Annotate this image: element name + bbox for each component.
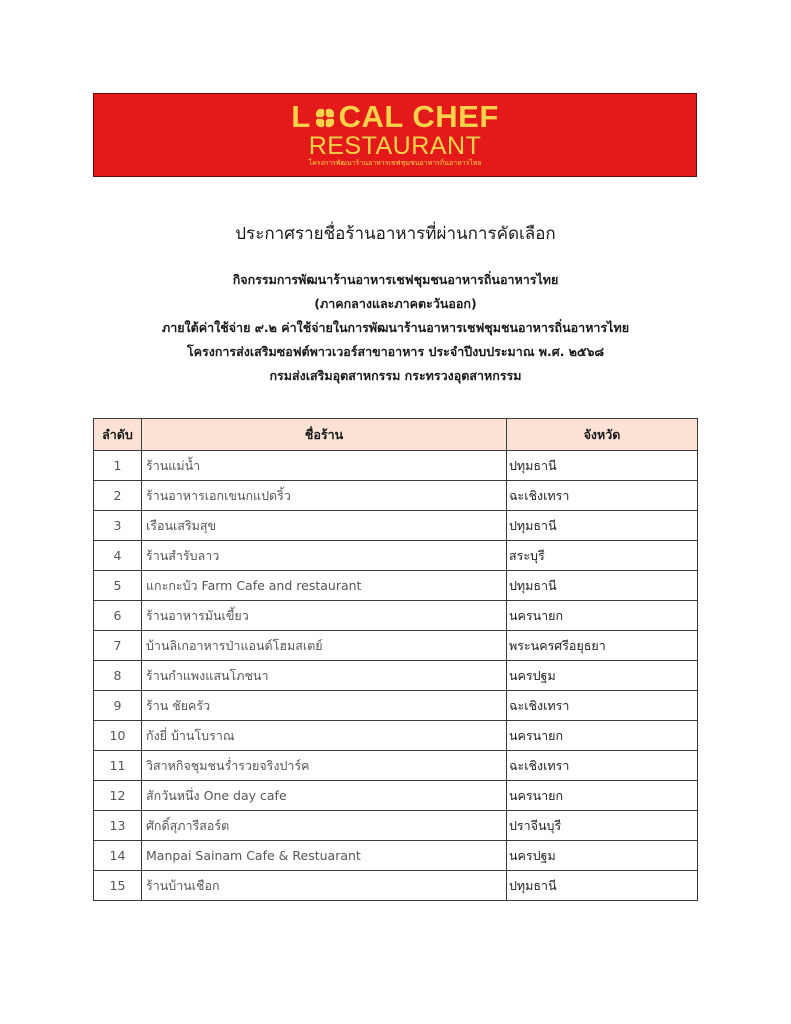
subtitle-line: กรมส่งเสริมอุตสาหกรรม กระทรวงอุตสาหกรรม [269,368,522,383]
row-restaurant-name: ร้านอาหารเอกเขนกแปดริ้ว [142,481,507,511]
logo-restaurant: RESTAURANT [308,132,482,160]
table-row [94,751,698,781]
row-number: 12 [94,781,142,811]
table-row [94,841,698,871]
row-restaurant-name: ร้านกำแพงแสนโภชนา [142,661,507,691]
row-number: 9 [94,691,142,721]
row-province: ปทุมธานี [507,451,698,481]
page-title: ประกาศรายชื่อร้านอาหารที่ผ่านการคัดเลือก [235,224,556,244]
row-number: 11 [94,751,142,781]
banner [93,93,697,177]
restaurant-table [93,418,698,901]
row-restaurant-name: ร้านแม่น้ำ [142,451,507,481]
row-province: ฉะเชิงเทรา [507,751,698,781]
row-number: 3 [94,511,142,541]
logo-right: CAL CHEF [338,99,499,134]
row-province: ฉะเชิงเทรา [507,691,698,721]
flower-icon [313,106,337,130]
subtitle-line: โครงการส่งเสริมซอฟต์พาวเวอร์สาขาอาหาร ประจำปีงบประมาณ พ.ศ. ๒๕๖๘ [186,344,605,359]
table-row [94,691,698,721]
row-number: 7 [94,631,142,661]
subtitle-line: กิจกรรมการพัฒนาร้านอาหารเชฟชุมชนอาหารถิ่นอาหารไทย [232,272,559,287]
header-province: จังหวัด [507,419,698,451]
header-restaurant-name: ชื่อร้าน [142,419,507,451]
row-restaurant-name: ร้านสำรับลาว [142,541,507,571]
logo-subtitle: โครงการพัฒนาร้านอาหารเชฟชุมชนอาหารถิ่นอาหารไทย [308,159,482,167]
row-number: 14 [94,841,142,871]
row-restaurant-name: ร้าน ชัยครัว [142,691,507,721]
logo-title [94,100,696,134]
row-province: ปทุมธานี [507,871,698,901]
table-row [94,541,698,571]
row-province: ฉะเชิงเทรา [507,481,698,511]
table-row [94,661,698,691]
row-province: นครนายก [507,781,698,811]
subtitle-line: (ภาคกลางและภาคตะวันออก) [314,296,477,311]
row-number: 5 [94,571,142,601]
table-row [94,601,698,631]
table-row [94,481,698,511]
row-restaurant-name: ร้านบ้านเชือก [142,871,507,901]
row-number: 2 [94,481,142,511]
row-province: นครปฐม [507,841,698,871]
row-province: ปราจีนบุรี [507,811,698,841]
row-number: 8 [94,661,142,691]
row-restaurant-name: ศักดิ์สุภารีสอร์ต [142,811,507,841]
table-row [94,451,698,481]
table-row [94,511,698,541]
row-restaurant-name: แกะกะบัว Farm Cafe and restaurant [142,571,507,601]
row-restaurant-name: กังยี่ บ้านโบราณ [142,721,507,751]
row-province: ปทุมธานี [507,511,698,541]
row-restaurant-name: วิสาหกิจชุมชนร่ำรวยจริงปาร์ค [142,751,507,781]
row-number: 13 [94,811,142,841]
row-restaurant-name: Manpai Sainam Cafe & Restuarant [142,841,507,871]
row-province: ปทุมธานี [507,571,698,601]
subtitle-block [0,268,791,388]
table-row [94,781,698,811]
logo-left: L [291,99,311,134]
row-number: 15 [94,871,142,901]
row-number: 10 [94,721,142,751]
row-province: พระนครศรีอยุธยา [507,631,698,661]
row-province: สระบุรี [507,541,698,571]
table-row [94,811,698,841]
table-header-row [94,419,698,451]
row-number: 6 [94,601,142,631]
row-restaurant-name: บ้านลิเกอาหารป่าแอนด์โฮมสเตย์ [142,631,507,661]
table-row [94,721,698,751]
subtitle-line: ภายใต้ค่าใช้จ่าย ๙.๒ ค่าใช้จ่ายในการพัฒนาร้านอาหารเชฟชุมชนอาหารถิ่นอาหารไทย [161,320,630,335]
row-restaurant-name: สักวันหนึ่ง One day cafe [142,781,507,811]
header-order: ลำดับ [94,419,142,451]
row-restaurant-name: ร้านอาหารมันเขี้ยว [142,601,507,631]
row-province: นครนายก [507,721,698,751]
row-province: นครปฐม [507,661,698,691]
table-row [94,571,698,601]
row-number: 4 [94,541,142,571]
table-row [94,631,698,661]
row-number: 1 [94,451,142,481]
row-province: นครนายก [507,601,698,631]
table-row [94,871,698,901]
row-restaurant-name: เรือนเสริมสุข [142,511,507,541]
